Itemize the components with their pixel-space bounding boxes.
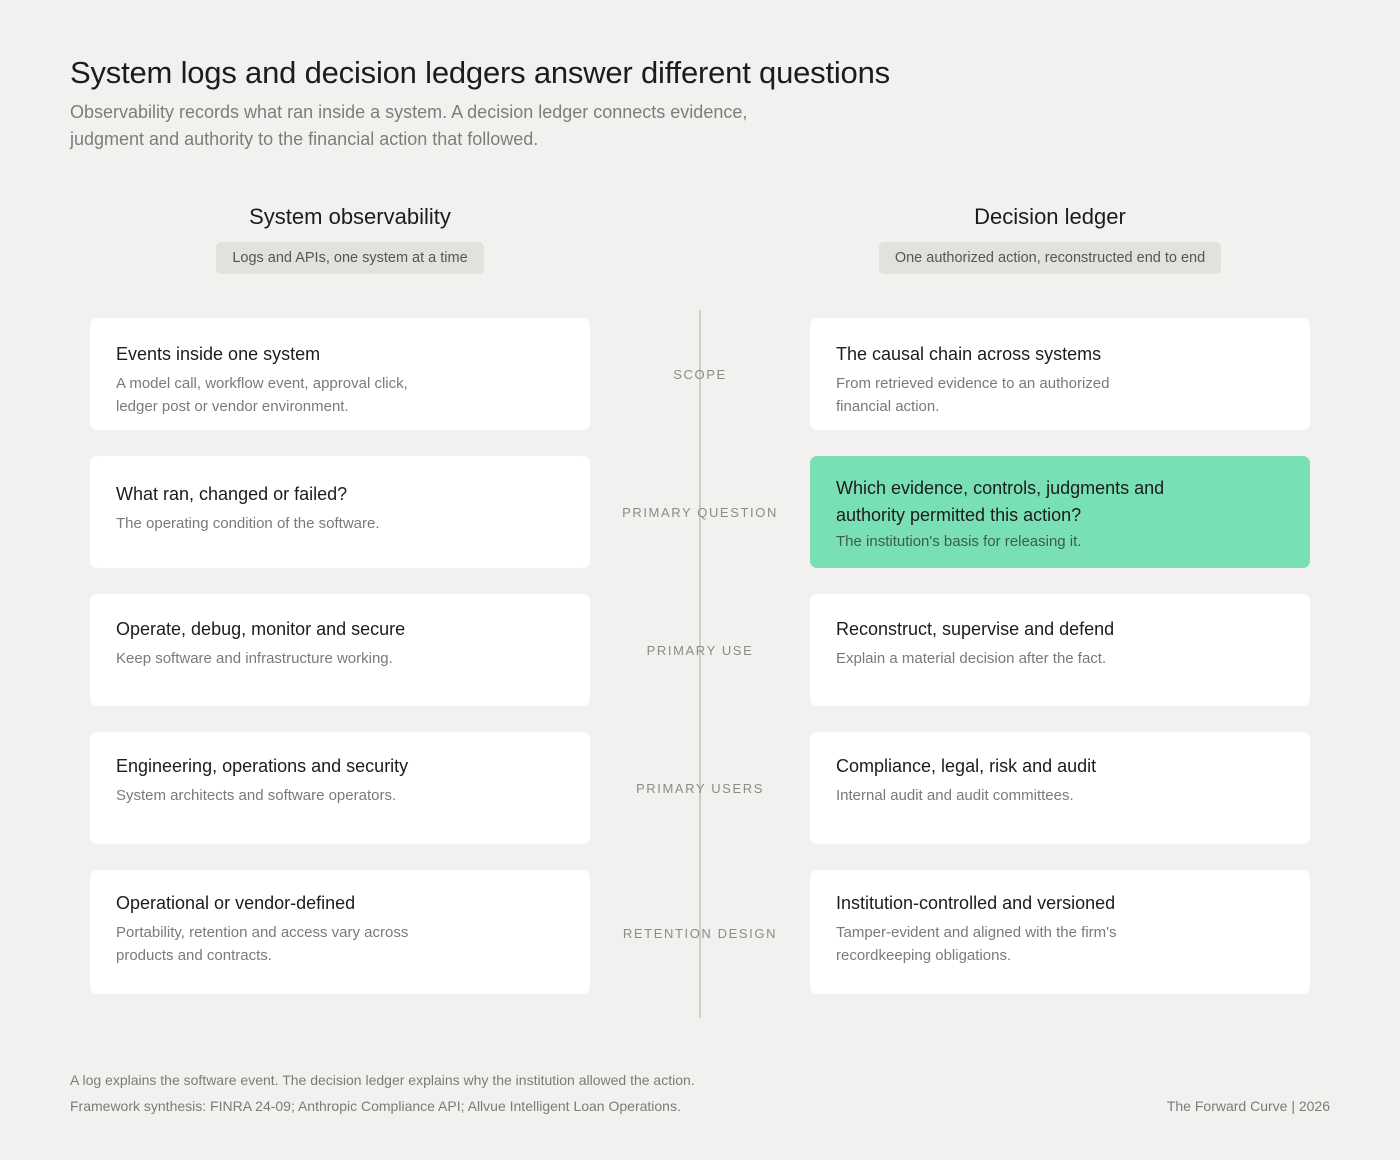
row-label-primary-users: PRIMARY USERS [636, 781, 764, 796]
card-heading: Operational or vendor-defined [116, 893, 356, 913]
card-heading: Reconstruct, supervise and defend [836, 619, 1115, 639]
column-header-observability [100, 203, 600, 274]
row-label-scope: SCOPE [673, 367, 727, 382]
column-title-observability: System observability [249, 204, 451, 229]
row-label-primary-question: PRIMARY QUESTION [622, 505, 778, 520]
column-pill-ledger: One authorized action, reconstructed end to end [879, 242, 1221, 274]
card-description: Portability, retention and access vary across products and contracts. [116, 924, 409, 964]
card-question-ledger [810, 456, 1310, 568]
card-description: From retrieved evidence to an authorized financial action. [836, 375, 1110, 415]
card-use-observability [90, 594, 590, 706]
card-description: The institution's basis for releasing it. [836, 533, 1082, 550]
footer-brand: The Forward Curve | 2026 [1166, 1098, 1330, 1114]
card-description: Explain a material decision after the fact. [836, 650, 1107, 667]
card-users-ledger [810, 732, 1310, 844]
card-description: The operating condition of the software. [116, 515, 380, 532]
center-divider [699, 310, 701, 1018]
card-heading: Compliance, legal, risk and audit [836, 756, 1097, 776]
card-description: Internal audit and audit committees. [836, 787, 1074, 804]
footer-note: A log explains the software event. The decision ledger explains why the institution allowed the action. [70, 1072, 695, 1088]
card-heading: Operate, debug, monitor and secure [116, 619, 406, 639]
card-question-observability [90, 456, 590, 568]
card-description: A model call, workflow event, approval click, ledger post or vendor environment. [116, 375, 408, 415]
card-users-observability [90, 732, 590, 844]
card-heading: Engineering, operations and security [116, 756, 409, 776]
column-title-ledger: Decision ledger [974, 204, 1126, 229]
footer-notes [70, 1067, 695, 1119]
card-heading: The causal chain across systems [836, 344, 1102, 364]
card-use-ledger [810, 594, 1310, 706]
column-pill-observability: Logs and APIs, one system at a time [216, 242, 483, 274]
page-subtitle: Observability records what ran inside a system. A decision ledger connects evidence, judgment and authority to the financial action that followed. [70, 102, 748, 149]
card-heading: Institution-controlled and versioned [836, 893, 1116, 913]
card-description: Keep software and infrastructure working. [116, 650, 393, 667]
card-scope-observability [90, 318, 590, 430]
card-retention-ledger [810, 870, 1310, 994]
card-heading: Events inside one system [116, 344, 321, 364]
card-description: Tamper-evident and aligned with the firm's recordkeeping obligations. [836, 924, 1117, 964]
card-heading: Which evidence, controls, judgments and authority permitted this action? [836, 478, 1165, 525]
page-title: System logs and decision ledgers answer different questions [70, 55, 890, 90]
card-description: System architects and software operators. [116, 787, 397, 804]
column-header-ledger [800, 203, 1300, 274]
row-label-primary-use: PRIMARY USE [646, 643, 754, 658]
card-heading: What ran, changed or failed? [116, 484, 348, 504]
row-label-retention-design: RETENTION DESIGN [622, 926, 778, 941]
card-retention-observability [90, 870, 590, 994]
footer-sources: Framework synthesis: FINRA 24-09; Anthropic Compliance API; Allvue Intelligent Loan Operations. [70, 1098, 681, 1114]
card-scope-ledger [810, 318, 1310, 430]
